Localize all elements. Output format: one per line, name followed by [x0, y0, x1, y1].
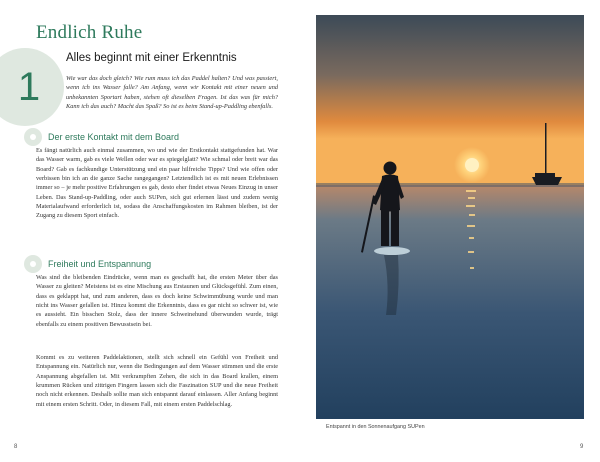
page-number-right: 9: [580, 444, 584, 450]
sun: [465, 158, 479, 172]
right-page: [300, 0, 600, 462]
intro-paragraph: Wie war das doch gleich? Wie rum muss ich das Paddel halten? Und was passiert, wenn ich ins Wasser falle? Am Anfang, wenn wir Kontakt mit einer neuen und unbekannten Sportart haben, stehen oft dieselben Fragen. Ist das was für mich? Kann ich das auch? Macht das Spaß? So ist es beim Stand-up-Paddling ebenfalls.: [66, 75, 278, 111]
section-bullet-icon: [24, 255, 42, 273]
chapter-number: 1: [17, 64, 41, 109]
sunset-sup-photo: [316, 15, 584, 419]
chapter-number-badge: [0, 48, 64, 126]
sky: [316, 15, 584, 187]
section-bullet-icon: [24, 128, 42, 146]
water: [316, 185, 584, 419]
photo-caption: Entspannt in den Sonnenaufgang SUPen: [326, 424, 425, 430]
section-heading-freedom: [36, 255, 151, 273]
section1-paragraph: Es fängt natürlich auch einmal zusammen, wo und wie der Erstkontakt stattgefunden hat. War das Wasser warm, gab es viele Wellen oder war es spiegelglatt? Wie schmal oder breit war das Board? Gab es fachkundige Unterstützung und ein paar hilfreiche Tipps? Und wie offen oder verbissen bin ich an die ganze Sache rangegangen? Letztendlich ist es mit neuen Erlebnissen immer so – je mehr positive Erfahrungen es gab, desto eher findet etwas Neues Einzug in unser Leben. Das Stand-up-Paddling, oder auch SUPen, sich gut erlernen lässt und zudem wenig Materialaufwand erforderlich ist, sodass die Anschaffungskosten im Rahmen bleiben, ist der Zugang zu diesem Sport einfach.: [36, 147, 278, 220]
page-number-left: 8: [14, 444, 18, 450]
section2-paragraph-2: Kommt es zu weiteren Paddelaktionen, stellt sich schnell ein Gefühl von Freiheit und Entspannung ein. Natürlich nur, wenn die Bedingungen auf dem Wasser stimmen und die erste Anspannung abgefallen ist. Mit verkrampften Zehen, die sich in das Board krallen, einem krummen Rücken und zittrigen Fingern lassen sich die Faszination SUP und die neue Freiheit noch nicht erkennen. Deshalb sollte man sich entspannt darauf einlassen. Aller Anfang beginnt mit einem ersten Schritt. Oder, in diesem Fall, mit einem ersten Paddelschlag.: [36, 354, 278, 408]
chapter-subtitle: Alles beginnt mit einer Erkenntnis: [66, 52, 237, 64]
chapter-title: Endlich Ruhe: [36, 22, 143, 43]
section-heading-first-contact: [36, 128, 179, 146]
paddle-board: [374, 247, 410, 255]
section-heading-text: Freiheit und Entspannung: [48, 259, 152, 269]
section-heading-text: Der erste Kontakt mit dem Board: [48, 132, 180, 142]
section2-paragraph: Was sind die bleibenden Eindrücke, wenn man es geschafft hat, die ersten Meter über das Wasser zu gleiten? Meistens ist es eine Mischung aus Erstaunen und Glücksgefühl. Zum einen, dass es geklappt hat, und zum anderen, dass es doch keine Schwimmübung wurde und man nicht ins Wasser gefallen ist. Hinzu kommt die Erkenntnis, dass es gar nicht so schwer ist, wie es aussieht. Ein bisschen Stolz, dass der innere Schweinehund überwunden wurde, trägt ebenfalls zu einem positiven Bewusstsein bei.: [36, 274, 278, 328]
